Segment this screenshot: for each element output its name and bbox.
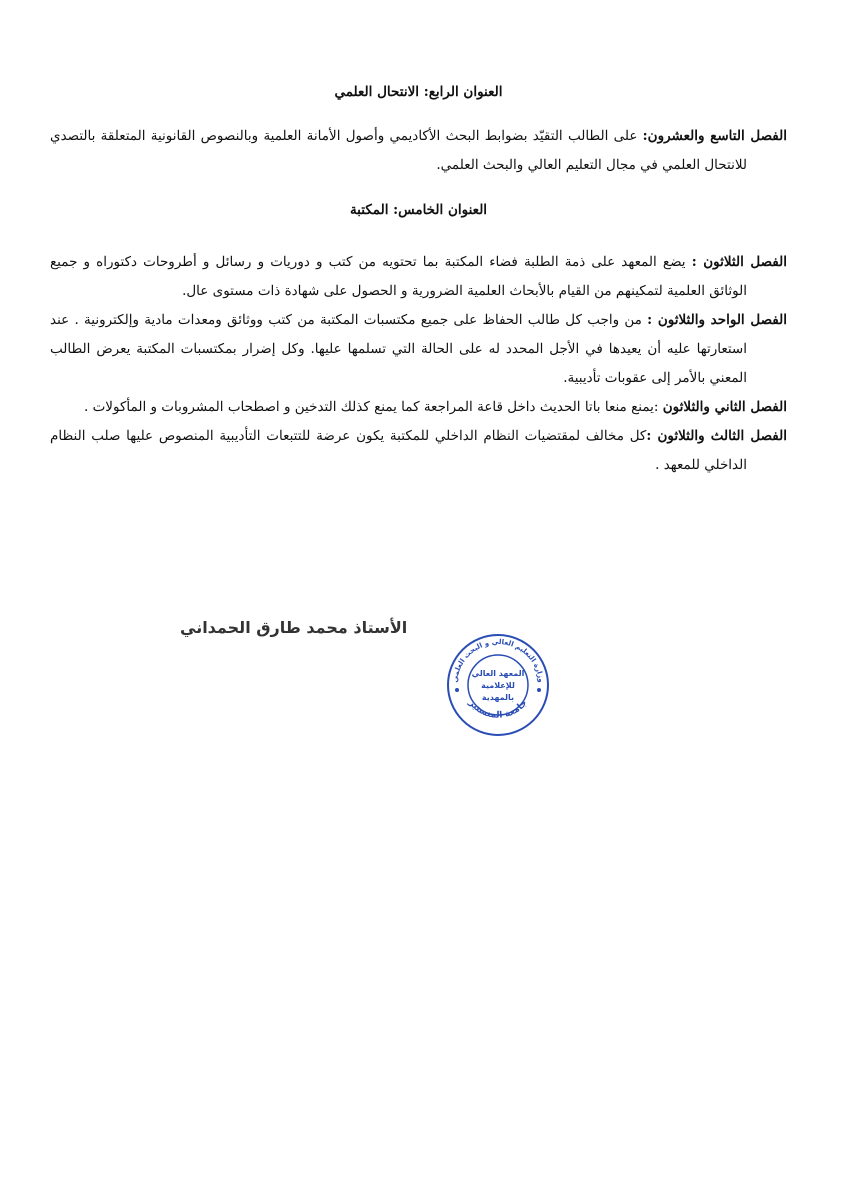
article-31 bbox=[50, 306, 787, 393]
stamp-outer-text: وزارة التعليم العالي و البحث العلمي bbox=[450, 637, 545, 684]
article-33-text: كل مخالف لمقتضيات النظام الداخلي للمكتبة يكون عرضة للتتبعات التأديبية المنصوص عليها صلب النظام الداخلي للمعهد . bbox=[50, 428, 747, 473]
article-29-text: على الطالب التقيّد بضوابط البحث الأكاديمي وأصول الأمانة العلمية وبالنصوص القانونية المتعلقة بالتصدي للانتحال العلمي في مجال التعليم العالي والبحث العلمي. bbox=[50, 128, 747, 173]
article-33-label: الفصل الثالث والثلاثون : bbox=[646, 428, 787, 444]
stamp-bottom-text: جامعة المنستير bbox=[466, 698, 530, 721]
stamp-inner-line-3: بالمهدية bbox=[481, 693, 515, 702]
article-29 bbox=[50, 122, 787, 180]
article-30 bbox=[50, 248, 787, 306]
article-30-label: الفصل الثلاثون : bbox=[691, 254, 787, 270]
article-31-label: الفصل الواحد والثلاثون : bbox=[647, 312, 787, 328]
signature-name: الأستاذ محمد طارق الحمداني bbox=[180, 618, 408, 637]
article-32 bbox=[50, 393, 787, 422]
article-29-label: الفصل التاسع والعشرون: bbox=[642, 128, 787, 144]
official-stamp bbox=[445, 632, 551, 738]
article-33 bbox=[50, 422, 787, 480]
article-31-text: من واجب كل طالب الحفاظ على جميع مكتسبات المكتبة من كتب ووثائق ومعدات مادية وإلكترونية . عند استعارتها عليه أن يعيدها في الأجل المحدد له على الحالة التي تسلمها عليها. وكل إضرار بمكتسبات المكتبة يعرض الطالب المعني بالأمر إلى عقوبات تأديبية. bbox=[50, 312, 747, 386]
document-body bbox=[50, 78, 787, 480]
stamp-inner-line-1: المعهد العالي bbox=[471, 669, 525, 678]
section-title-four: العنوان الرابع: الانتحال العلمي bbox=[334, 84, 503, 100]
article-30-text: يضع المعهد على ذمة الطلبة فضاء المكتبة بما تحتويه من كتب و دوريات و رسائل و أطروحات دكتوراه و جميع الوثائق العلمية لتمكينهم من القيام بالأبحاث العلمية الضرورية و الحصول على شهادة ذات مستوى عال. bbox=[50, 254, 747, 299]
section-title-five: العنوان الخامس: المكتبة bbox=[349, 202, 488, 218]
article-32-label: الفصل الثاني والثلاثون bbox=[662, 399, 787, 415]
stamp-inner-line-2: للإعلامية bbox=[481, 681, 515, 690]
article-32-text: :يمنع منعا باتا الحديث داخل قاعة المراجعة كما يمنع كذلك التدخين و اصطحاب المشروبات و المأكولات . bbox=[84, 399, 663, 415]
